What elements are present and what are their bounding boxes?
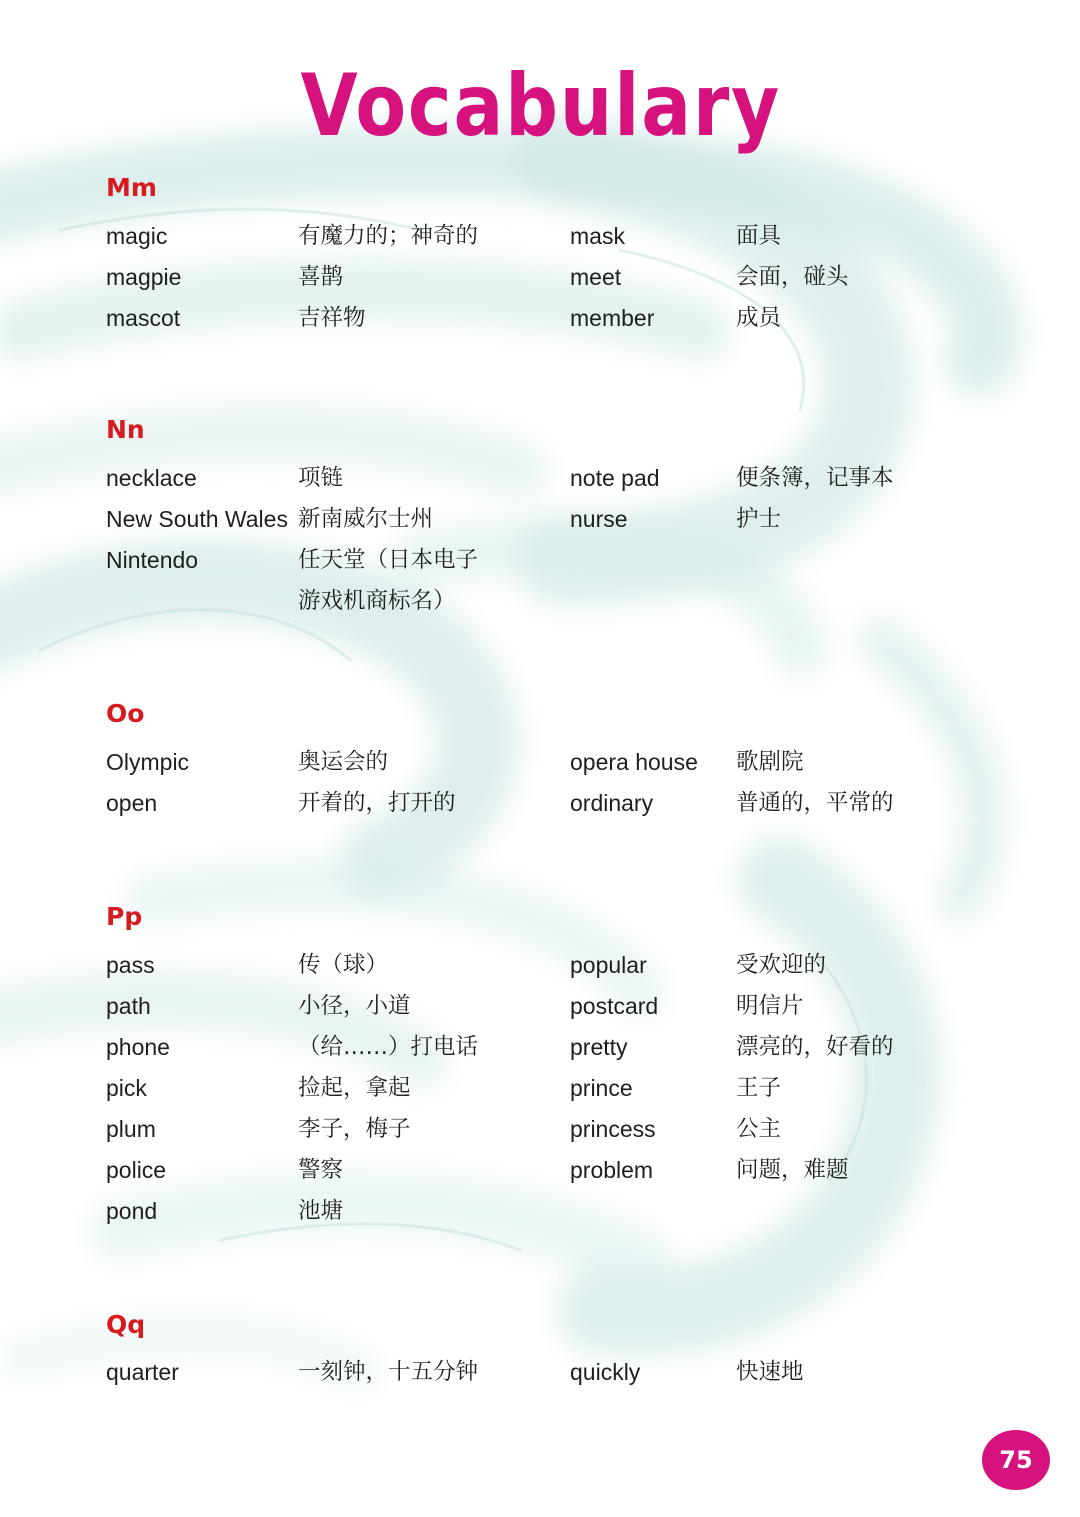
- vocab-entry: [570, 1031, 1030, 1063]
- vocab-entry: [106, 503, 566, 535]
- vocab-entry: [106, 1154, 566, 1186]
- vocab-entry: [570, 261, 1030, 293]
- vocab-meaning: 王子: [736, 1075, 782, 1101]
- vocab-meaning: 问题，难题: [736, 1157, 849, 1183]
- vocab-word: pass: [106, 952, 155, 978]
- vocab-word: magpie: [106, 264, 182, 290]
- vocab-meaning: 受欢迎的: [736, 952, 827, 978]
- vocab-entry: [570, 1356, 1030, 1388]
- vocab-entry: [570, 746, 1030, 778]
- vocab-entry: [570, 990, 1030, 1022]
- vocab-word: opera house: [570, 749, 698, 775]
- vocab-meaning: 一刻钟，十五分钟: [298, 1359, 479, 1385]
- vocab-meaning: 捡起，拿起: [298, 1075, 411, 1101]
- page-number-badge: 75: [982, 1430, 1050, 1490]
- vocab-word: pond: [106, 1198, 158, 1224]
- vocab-entry: [106, 544, 566, 576]
- vocab-meaning: 护士: [736, 506, 782, 532]
- vocab-entry: [106, 261, 566, 293]
- vocab-word: ordinary: [570, 790, 654, 816]
- vocab-entry: [106, 990, 566, 1022]
- vocab-word: New South Wales: [106, 506, 288, 532]
- vocab-word: Nintendo: [106, 547, 199, 573]
- vocab-meaning: 成员: [736, 305, 782, 331]
- vocab-word: mascot: [106, 305, 181, 331]
- vocab-entry: [106, 1031, 566, 1063]
- vocab-entry: [106, 1356, 566, 1388]
- vocab-word: note pad: [570, 465, 660, 491]
- vocab-entry: [106, 220, 566, 252]
- vocab-entry: [570, 302, 1030, 334]
- vocab-entry: [106, 585, 566, 617]
- vocab-meaning: 李子，梅子: [298, 1116, 411, 1142]
- vocab-word: magic: [106, 223, 168, 249]
- vocab-meaning: 喜鹊: [298, 264, 344, 290]
- section-letter: Nn: [106, 415, 145, 444]
- vocab-meaning: 警察: [298, 1157, 344, 1183]
- vocab-word: quarter: [106, 1359, 179, 1385]
- vocab-meaning: 任天堂（日本电子: [298, 547, 479, 573]
- vocab-entry: [106, 462, 566, 494]
- section-letter: Pp: [106, 902, 143, 931]
- vocab-entry: [106, 746, 566, 778]
- vocab-word: police: [106, 1157, 167, 1183]
- vocab-meaning: 传（球）: [298, 952, 389, 978]
- vocab-entry: [106, 949, 566, 981]
- vocab-entry: [570, 1113, 1030, 1145]
- vocab-meaning: （给……）打电话: [298, 1034, 479, 1060]
- vocab-word: mask: [570, 223, 625, 249]
- vocab-word: nurse: [570, 506, 628, 532]
- vocab-meaning: 游戏机商标名）: [298, 588, 456, 614]
- vocab-word: pick: [106, 1075, 147, 1101]
- vocab-entry: [570, 462, 1030, 494]
- page-title: Vocabulary: [300, 56, 781, 156]
- vocab-entry: [570, 1154, 1030, 1186]
- vocab-word: member: [570, 305, 655, 331]
- vocab-meaning: 明信片: [736, 993, 804, 1019]
- vocab-meaning: 歌剧院: [736, 749, 804, 775]
- vocab-word: plum: [106, 1116, 156, 1142]
- vocab-word: path: [106, 993, 151, 1019]
- vocab-word: popular: [570, 952, 647, 978]
- vocab-meaning: 池塘: [298, 1198, 344, 1224]
- vocab-word: pretty: [570, 1034, 628, 1060]
- vocab-meaning: 会面，碰头: [736, 264, 849, 290]
- vocab-word: phone: [106, 1034, 170, 1060]
- section-letter: Mm: [106, 173, 157, 202]
- vocab-meaning: 新南威尔士州: [298, 506, 434, 532]
- vocab-meaning: 便条簿，记事本: [736, 465, 894, 491]
- vocab-meaning: 奥运会的: [298, 749, 389, 775]
- vocab-meaning: 吉祥物: [298, 305, 366, 331]
- vocab-entry: [570, 949, 1030, 981]
- vocab-word: postcard: [570, 993, 659, 1019]
- section-letter: Oo: [106, 699, 145, 728]
- vocab-entry: [570, 1072, 1030, 1104]
- vocab-word: meet: [570, 264, 622, 290]
- vocab-entry: [570, 787, 1030, 819]
- vocab-word: Olympic: [106, 749, 190, 775]
- section-letter: Qq: [106, 1310, 146, 1339]
- vocab-entry: [106, 302, 566, 334]
- vocab-word: problem: [570, 1157, 654, 1183]
- vocab-meaning: 快速地: [736, 1359, 804, 1385]
- vocab-word: prince: [570, 1075, 633, 1101]
- vocab-meaning: 项链: [298, 465, 344, 491]
- vocab-entry: [106, 1113, 566, 1145]
- vocab-word: quickly: [570, 1359, 641, 1385]
- vocab-entry: [106, 1072, 566, 1104]
- vocab-meaning: 有魔力的；神奇的: [298, 223, 479, 249]
- vocab-meaning: 普通的，平常的: [736, 790, 894, 816]
- vocab-entry: [570, 220, 1030, 252]
- vocab-word: open: [106, 790, 158, 816]
- vocab-meaning: 小径，小道: [298, 993, 411, 1019]
- vocab-meaning: 面具: [736, 223, 782, 249]
- vocab-entry: [106, 1195, 566, 1227]
- vocab-meaning: 开着的，打开的: [298, 790, 456, 816]
- vocab-word: princess: [570, 1116, 656, 1142]
- vocab-entry: [106, 787, 566, 819]
- vocab-meaning: 漂亮的，好看的: [736, 1034, 894, 1060]
- vocab-meaning: 公主: [736, 1116, 782, 1142]
- vocab-word: necklace: [106, 465, 197, 491]
- vocab-entry: [570, 503, 1030, 535]
